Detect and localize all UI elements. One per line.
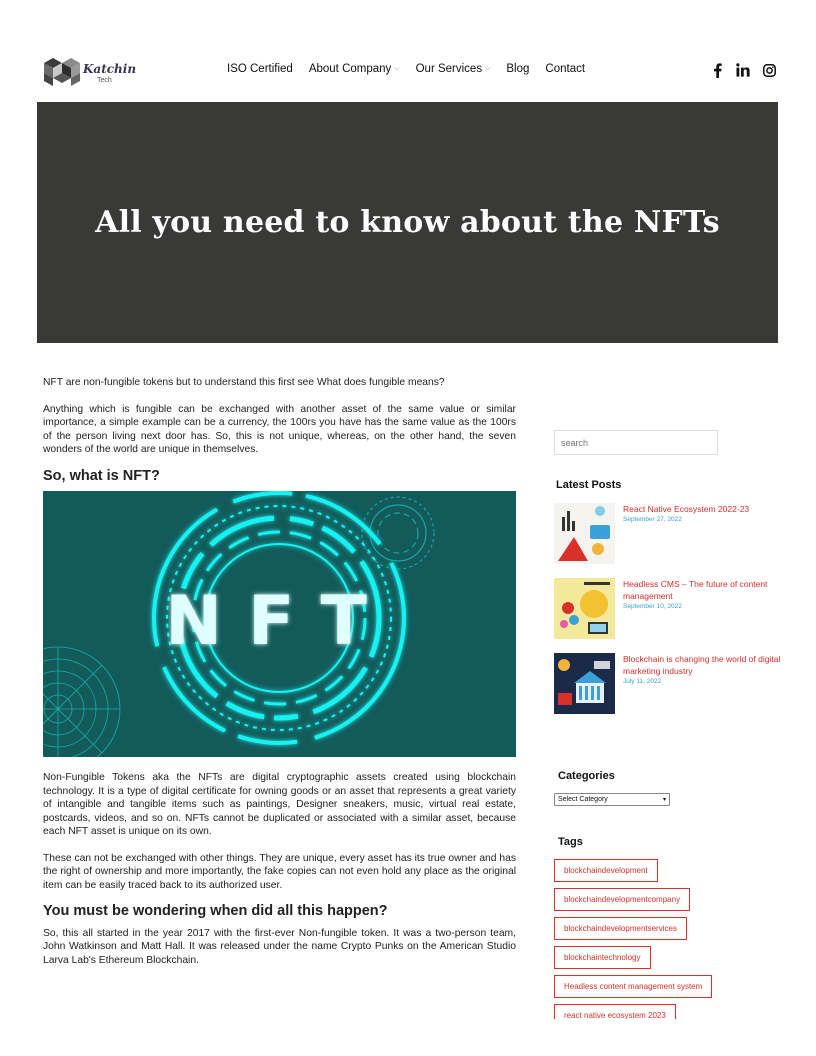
- article-body: [43, 376, 516, 980]
- facebook-icon[interactable]: [710, 62, 724, 78]
- article-paragraph: So, this all started in the year 2017 with the first-ever Non-fungible token. It was a two-person team, John Watkinson and Matt Hall. It was released under the name Crypto Punks on the American Studio Larva Lab's Ethereum Blockchain.: [43, 927, 516, 966]
- post-title[interactable]: Headless CMS – The future of content management: [623, 579, 768, 601]
- nav-item-our-services[interactable]: [416, 63, 491, 75]
- chevron-down-icon: ⌵: [485, 65, 491, 72]
- tag-link[interactable]: react native ecosystem 2023: [554, 1004, 676, 1019]
- nav-label: Contact: [545, 63, 586, 75]
- post-title[interactable]: Blockchain is changing the world of digital marketing industry: [623, 654, 781, 676]
- nav-label: Blog: [506, 63, 530, 75]
- category-select-value: Select Category: [558, 796, 608, 803]
- categories-title: Categories: [558, 770, 615, 782]
- main-nav: [227, 63, 585, 75]
- tag-cloud: [554, 859, 794, 1019]
- nav-label: Our Services: [415, 63, 483, 75]
- nav-item-about-company[interactable]: [309, 63, 400, 75]
- post-date: September 10, 2022: [623, 603, 682, 610]
- tag-link[interactable]: blockchaindevelopmentservices: [554, 917, 687, 940]
- article-paragraph: Non-Fungible Tokens aka the NFTs are digital cryptographic assets created using blockchain technology. It is a type of digital certificate for owning goods or an asset that represents a great variety of intangible and tangible items such as paintings, Designer sneakers, music, virtual real estate, postcards, videos, and so on. NFTs cannot be duplicated or associated with a similar asset, because each NFT asset is unique on its own.: [43, 772, 516, 837]
- site-logo[interactable]: [44, 56, 137, 88]
- post-date: September 27, 2022: [623, 516, 682, 523]
- article-paragraph: NFT are non-fungible tokens but to understand this first see What does fungible means?: [43, 377, 445, 388]
- nav-label: ISO Certified: [227, 63, 293, 75]
- nav-label: About Company: [308, 63, 392, 75]
- chevron-down-icon: ⌵: [394, 65, 400, 72]
- nav-item-iso-certified[interactable]: [227, 63, 293, 75]
- post-thumbnail[interactable]: [554, 578, 615, 639]
- nft-image: [43, 491, 516, 757]
- nft-illustration: [43, 491, 516, 757]
- tag-link[interactable]: blockchaindevelopmentcompany: [554, 888, 690, 911]
- category-select[interactable]: [554, 793, 670, 806]
- nav-item-contact[interactable]: [545, 63, 585, 75]
- instagram-icon[interactable]: [762, 62, 776, 78]
- nft-image-text: NFT: [165, 582, 393, 661]
- logo-cube-icon: [44, 57, 80, 87]
- article-paragraph: Anything which is fungible can be exchanged with another asset of the same value or similar importance, a simple example can be a currency, the 100rs you have has the same value as the 100rs of the person living next door has. So, this is not unique, whereas, on the other hand, the seven wonders of the world are unique in themselves.: [43, 403, 516, 455]
- nav-item-blog[interactable]: [506, 63, 529, 75]
- section-heading: You must be wondering when did all this happen?: [43, 903, 388, 919]
- post-item[interactable]: [554, 653, 784, 714]
- hero-banner: [37, 102, 778, 343]
- post-title[interactable]: React Native Ecosystem 2022-23: [623, 504, 750, 514]
- tags-title: Tags: [558, 836, 583, 848]
- tag-link[interactable]: blockchaindevelopment: [554, 859, 658, 882]
- linkedin-icon[interactable]: [736, 62, 750, 78]
- section-heading: So, what is NFT?: [43, 467, 160, 484]
- social-links: [710, 62, 776, 78]
- latest-posts-title: Latest Posts: [556, 479, 622, 491]
- tag-link[interactable]: Headless content management system: [554, 975, 712, 998]
- page-title: All you need to know about the NFTs: [95, 205, 720, 240]
- post-item[interactable]: [554, 578, 784, 639]
- chevron-down-icon: ▾: [662, 797, 666, 803]
- post-item[interactable]: [554, 503, 784, 564]
- tag-link[interactable]: blockchaintechnology: [554, 946, 651, 969]
- article-paragraph: These can not be exchanged with other things. They are unique, every asset has its true owner and has the right of ownership and more importantly, the fake copies can not even hold any place as the original item can be easily traced back to its authorized user.: [43, 852, 516, 891]
- sidebar: [554, 430, 784, 728]
- logo-name: Katchin: [83, 61, 137, 76]
- post-date: July 11, 2022: [623, 678, 662, 685]
- logo-sub: Tech: [97, 76, 112, 84]
- search-input[interactable]: [554, 430, 718, 455]
- post-thumbnail[interactable]: [554, 503, 615, 564]
- post-thumbnail[interactable]: [554, 653, 615, 714]
